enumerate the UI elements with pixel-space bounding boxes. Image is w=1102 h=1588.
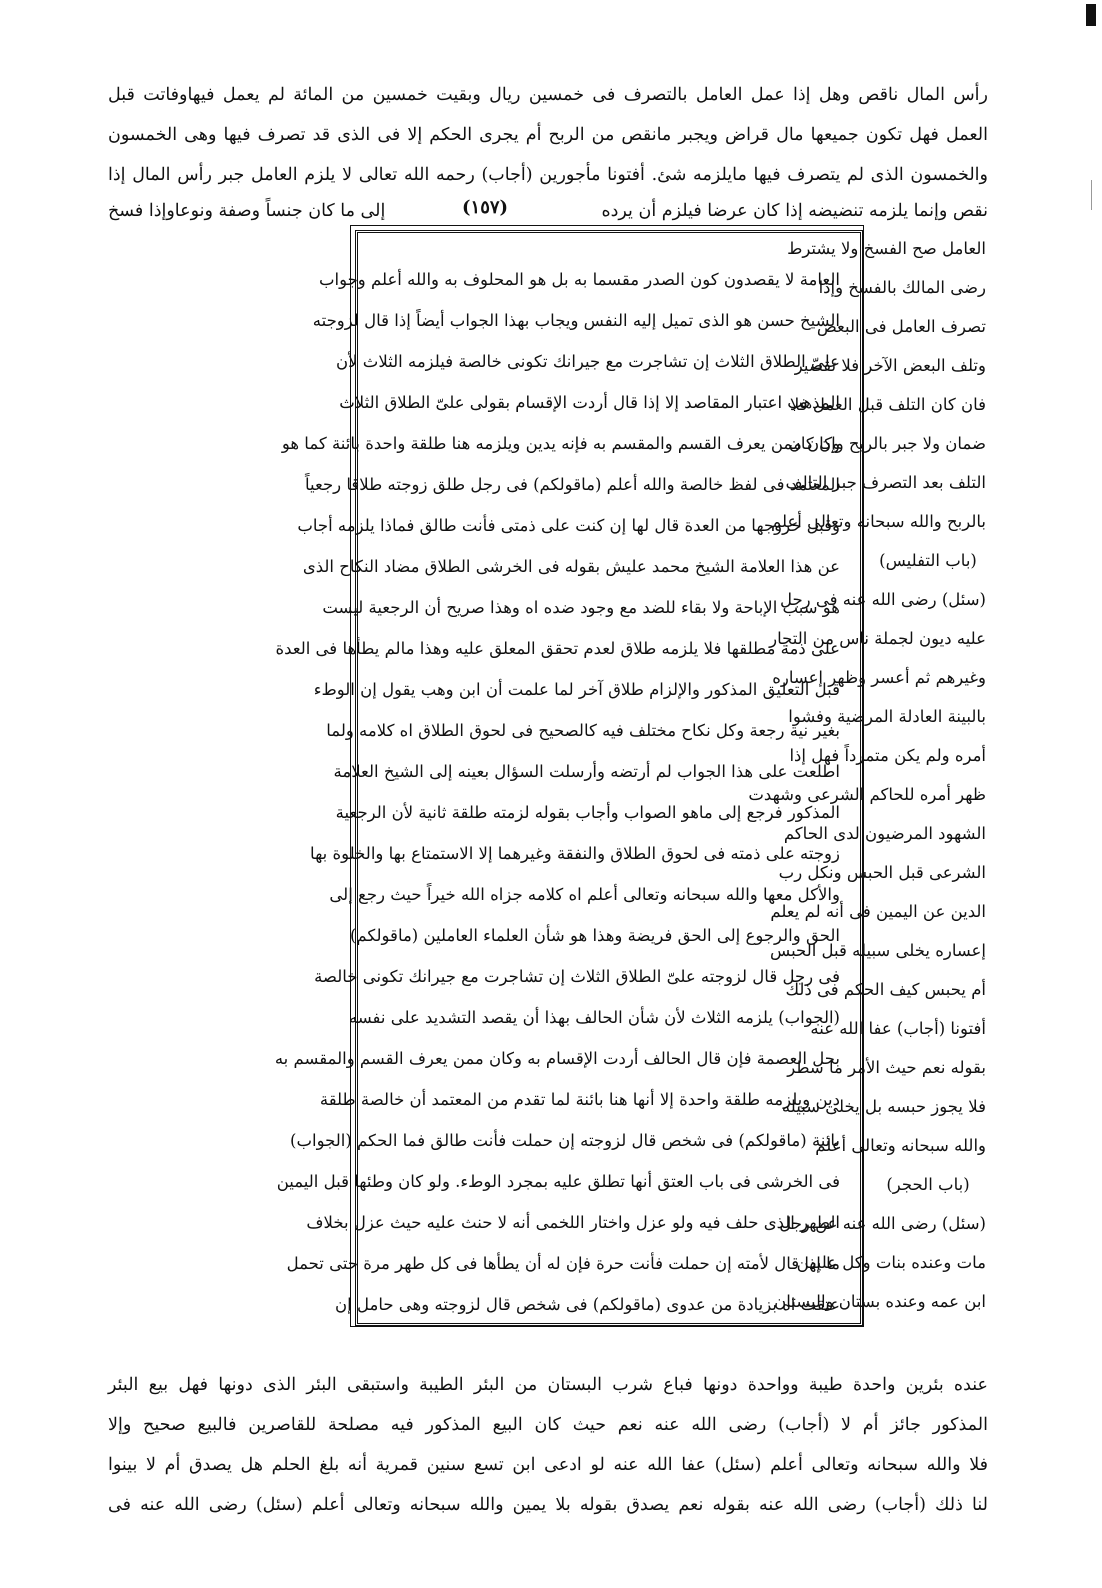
commentary-line: عن هذا العلامة الشيخ محمد عليش بقوله فى الخرشى الطلاق مضاد النكاح الذى: [302, 557, 840, 576]
page-number: (١٥٧): [462, 197, 509, 218]
commentary-line: وقبل خروجها من العدة قال لها إن كنت على ذمتى فأنت طالق فماذا يلزمه أجاب: [297, 516, 840, 535]
top-text-line-tail: إلى ما كان جنساً وصفة ونوعاوإذا فسخ: [108, 201, 386, 221]
commentary-line: على ذمة مطلقها فلا يلزمه طلاق لعدم تحقق المعلق عليه وهذا مالم يطأها فى العدة: [275, 639, 840, 658]
side-text-line: تصرف العامل فى البعض: [816, 317, 986, 336]
side-text-line: بالربح والله سبحانه وتعالى أعلم: [771, 512, 986, 531]
side-text-line: (سئل) رضى الله عنه فى رجل: [779, 590, 986, 609]
side-text-line: العامل صح الفسخ ولا يشترط: [787, 239, 986, 258]
side-text-line: والله سبحانه وتعالى أعلم: [815, 1136, 986, 1155]
section-heading: (باب الحجر): [886, 1175, 970, 1194]
top-text-line: نقص وإنما يلزمه تنضيضه إذا كان عرضا فيلزم أن يرده: [601, 201, 988, 221]
commentary-line: فى رجل قال لزوجته علىّ الطلاق الثلاث إن تشاجرت مع جيرانك تكونى خالصة: [314, 967, 840, 986]
bottom-text-line: فلا والله سبحانه وتعالى أعلم (سئل) عفا الله عنه لو ادعى ابن تسع سنين قمرية أنه بلغ الحلم هل يصدق أم لا بينوا: [108, 1455, 988, 1475]
side-text-line: الشهود المرضيون لدى الحاكم: [783, 824, 986, 843]
side-text-line: عليه ديون لجملة ناس من التجار: [769, 629, 986, 648]
side-text-line: الدين عن اليمين فى أنه لم يعلم: [770, 902, 986, 921]
commentary-line: قبل التعليق المذكور والإلزام طلاق آخر لما علمت أن ابن وهب يقول إن الوطء: [313, 680, 840, 699]
side-text-line: وغيرهم ثم أعسر وظهر إعساره: [772, 668, 986, 687]
side-text-line: أمره ولم يكن متمرداً فهل إذا: [789, 746, 986, 765]
side-text-line: إعساره يخلى سبيله قبل الحبس: [770, 941, 986, 960]
commentary-line: علىّ الطلاق الثلاث إن تشاجرت مع جيرانك تكونى خالصة فيلزمه الثلاث لأن: [336, 352, 840, 371]
bottom-text-line: المذكور جائز أم لا (أجاب) رضى الله عنه نعم حيث كان البيع المذكور فيه مصلحة للقاصرين فالبيع صحيح وإلا: [108, 1415, 988, 1435]
side-text-line: الشرعى قبل الحبس ونكل رب: [778, 863, 986, 882]
commentary-line: الطهر الذى حلف فيه ولو عزل واختار اللخمى أنه لا حنث عليه حيث عزل بخلاف: [306, 1213, 840, 1232]
commentary-line: الحق والرجوع إلى الحق فريضة وهذا هو شأن العلماء العاملين (ماقولكم): [349, 926, 840, 945]
commentary-line: هو سبب الإباحة ولا بقاء للضد مع وجود ضده اه وهذا صريح أن الرجعية ليست: [322, 598, 840, 617]
side-text-line: أفتونا (أجاب) عفا الله عنه: [810, 1019, 986, 1038]
bottom-text-line: عنده بئرين واحدة طيبة وواحدة دونها فباع شرب البستان من البئر الطيبة واستبقى البئر الذى دونها فهل بيع البئر: [108, 1375, 988, 1395]
side-text-line: بالبينة العادلة المرضية وفشوا: [788, 707, 986, 726]
commentary-line: المعتمد فى لفظ خالصة والله أعلم (ماقولكم) فى رجل طلق زوجته طلاقا رجعياً: [305, 475, 840, 494]
side-text-line: ظهر أمره للحاكم الشرعى وشهدت: [748, 785, 986, 804]
side-text-line: أم يحبس كيف الحكم فى ذلك: [785, 980, 986, 999]
commentary-line: عتقت اه بزيادة من عدوى (ماقولكم) فى شخص قال لزوجته وهى حامل إن: [335, 1295, 840, 1314]
commentary-line: فى الخرشى فى باب العتق أنها تطلق عليه بمجرد الوطء. ولو كان وطئها قبل اليمين: [276, 1172, 840, 1191]
commentary-line: زوجته على ذمته فى لحوق الطلاق والنفقة وغيرهما إلا الاستمتاع بها والخلوة بها: [310, 844, 840, 863]
side-text-line: مات وعنده بنات وكل عليهن: [796, 1253, 986, 1272]
side-text-line: وتلف البعض الآخر فلا تقصير: [794, 356, 986, 375]
top-text-line: رأس المال ناقص وهل إذا عمل العامل بالتصرف فى خمسين ريال وبقيت خمسين من المائة لم يعمل فيهاوفاتت قبل: [108, 85, 988, 105]
commentary-line: دين ويلزمه طلقة واحدة إلا أنها هنا بائنة لما تقدم من المعتمد أن خالصة طلقة: [319, 1090, 840, 1109]
section-heading: (باب التفليس): [879, 551, 977, 570]
commentary-line: العامة لا يقصدون كون الصدر مقسما به بل هو المحلوف به والله أعلم وجواب: [318, 270, 840, 289]
top-text-line: والخمسون الذى لم يتصرف فيها مايلزمه شئ. أفتونا مأجورين (أجاب) رحمه الله تعالى لا يلزم العامل جبر رأس المال إذا: [108, 165, 988, 185]
commentary-line: بغير نية رجعة وكل نكاح مختلف فيه كالصحيح فى لحوق الطلاق اه كلامه ولما: [326, 721, 840, 740]
side-text-line: التلف بعد التصرف جبر التالف: [785, 473, 986, 492]
commentary-line: ما إذا قال لأمته إن حملت فأنت حرة فإن له أن يطأها فى كل طهر مرة حتى تحمل: [286, 1254, 840, 1273]
commentary-line: اطلعت على هذا الجواب لم أرتضه وأرسلت السؤال بعينه إلى الشيخ العلامة: [333, 762, 840, 781]
side-text-line: فان كان التلف قبل العمل فلا: [789, 395, 986, 414]
side-text-line: ضمان ولا جبر بالربح وإن كان: [788, 434, 986, 453]
page-edge-mark: [1086, 4, 1096, 26]
commentary-line: المذكور فرجع إلى ماهو الصواب وأجاب بقوله لزمته طلقة ثانية لأن الرجعية: [335, 803, 840, 822]
side-text-line: (سئل) رضى الله عنه عن رجل: [779, 1214, 986, 1233]
side-text-line: فلا يجوز حبسه بل يخلى سبيله: [781, 1097, 986, 1116]
bottom-text-line: لنا ذلك (أجاب) رضى الله عنه بقوله نعم يصدق بقوله بلا يمين والله سبحانه وتعالى أعلم (سئل) رضى الله عنه فى: [108, 1495, 988, 1515]
commentary-line: المذهب اعتبار المقاصد إلا إذا قال أردت الإقسام بقولى علىّ الطلاق الثلاث: [339, 393, 840, 412]
commentary-line: والأكل معها والله سبحانه وتعالى أعلم اه كلامه جزاه الله خيراً حيث رجع إلى: [329, 885, 840, 904]
commentary-line: (الجواب) يلزمه الثلاث لأن شأن الحالف بهذا أن يقصد التشديد على نفسه: [348, 1008, 840, 1027]
side-text-line: ابن عمه وعنده بستان والبستان: [774, 1292, 986, 1311]
commentary-line: بحل العصمة فإن قال الحالف أردت الإقسام به وكان ممن يعرف القسم والمقسم به: [274, 1049, 840, 1068]
side-text-line: رضى المالك بالفسخ وإذا: [818, 278, 986, 297]
commentary-line: بائنة (ماقولكم) فى شخص قال لزوجته إن حملت فأنت طالق فما الحكم (الجواب): [290, 1131, 840, 1150]
side-text-line: بقوله نعم حيث الأمر ما سطر: [787, 1058, 986, 1077]
commentary-line: وكان ممن يعرف القسم والمقسم به فإنه يدين ويلزمه هنا طلقة واحدة بائنة كما هو: [281, 434, 840, 453]
page-edge-tick: [1091, 180, 1092, 210]
top-text-line: العمل فهل تكون جميعها مال قراض ويجبر مانقص من الربح أم يجرى الحكم إلا فى الذى قد تصرف فيها وهى الخمسون: [108, 125, 988, 145]
commentary-line: الشيخ حسن هو الذى تميل إليه النفس ويجاب بهذا الجواب أيضاً إذا قال لزوجته: [312, 311, 840, 330]
